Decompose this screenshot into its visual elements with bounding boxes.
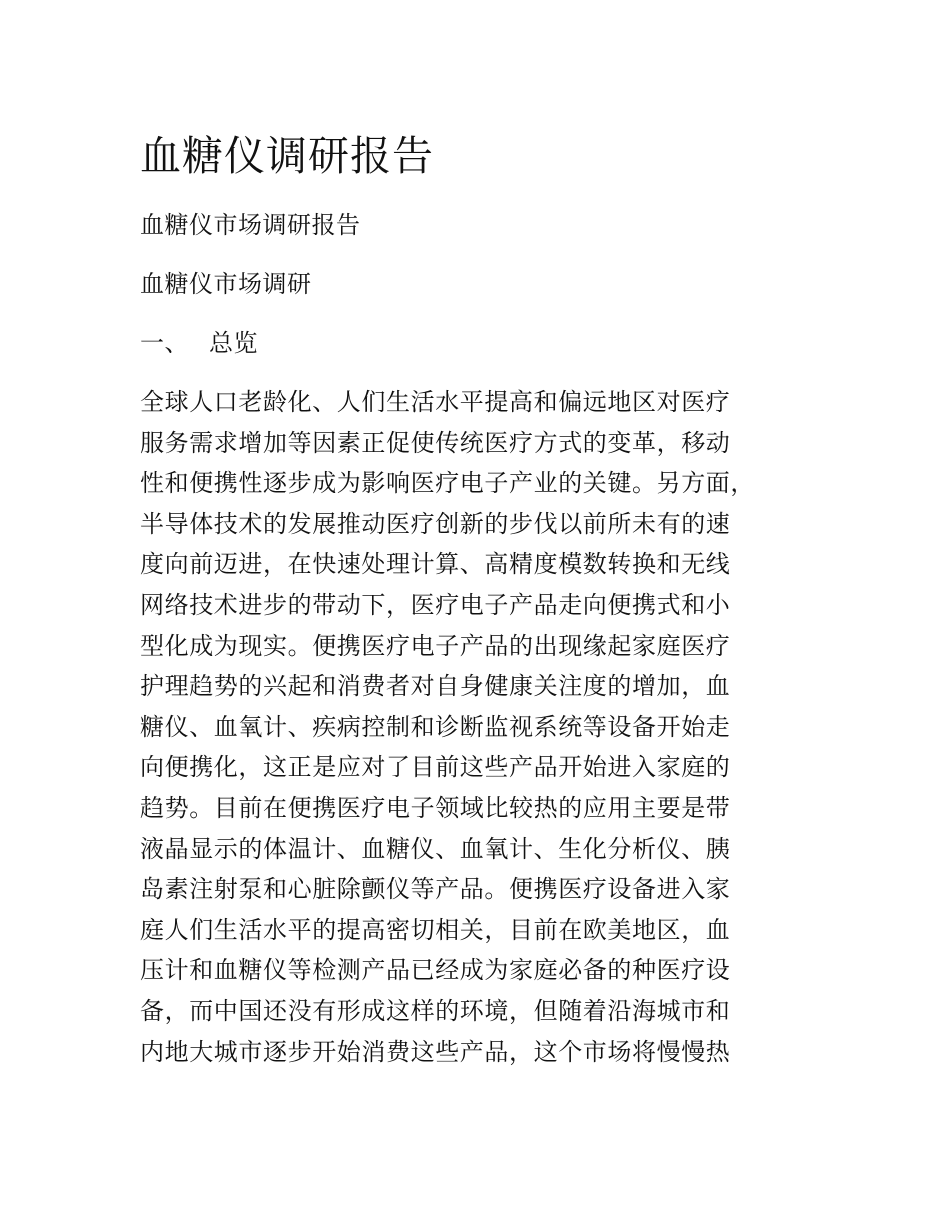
body-line: 网络技术进步的带动下，医疗电子产品走向便携式和小	[140, 590, 731, 619]
body-line: 液晶显示的体温计、血糖仪、血氧计、生化分析仪、胰	[140, 834, 731, 863]
body-line: 庭人们生活水平的提高密切相关，目前在欧美地区，血	[140, 915, 731, 944]
body-line: 全球人口老龄化、人们生活水平提高和偏远地区对医疗	[140, 388, 731, 416]
body-line: 性和便携性逐步成为影响医疗电子产业的关键。另方面，	[140, 469, 755, 498]
document-title: 血糖仪调研报告	[140, 132, 434, 180]
body-line: 型化成为现实。便携医疗电子产品的出现缘起家庭医疗	[140, 631, 731, 660]
body-line: 压计和血糖仪等检测产品已经成为家庭必备的种医疗设	[140, 956, 731, 985]
body-line: 备，而中国还没有形成这样的环境，但随着沿海城市和	[140, 996, 731, 1025]
section-number: 一、	[140, 329, 189, 357]
body-line: 服务需求增加等因素正促使传统医疗方式的变革，移动	[140, 428, 731, 457]
body-line: 岛素注射泵和心脏除颤仪等产品。便携医疗设备进入家	[140, 875, 731, 904]
document-subtitle: 血糖仪市场调研报告	[140, 211, 361, 239]
body-line: 趋势。目前在便携医疗电子领域比较热的应用主要是带	[140, 793, 731, 822]
body-line: 糖仪、血氧计、疾病控制和诊断监视系统等设备开始走	[140, 712, 731, 741]
section-label: 总览	[209, 329, 258, 357]
body-line: 半导体技术的发展推动医疗创新的步伐以前所未有的速	[140, 509, 731, 538]
section-heading	[140, 323, 258, 363]
document-subheading: 血糖仪市场调研	[140, 270, 312, 298]
body-line: 内地大城市逐步开始消费这些产品，这个市场将慢慢热	[140, 1037, 731, 1066]
body-paragraph	[140, 382, 755, 1072]
body-line: 护理趋势的兴起和消费者对自身健康关注度的增加，血	[140, 672, 731, 701]
body-line: 度向前迈进，在快速处理计算、高精度模数转换和无线	[140, 550, 731, 579]
body-line: 向便携化，这正是应对了目前这些产品开始进入家庭的	[140, 753, 731, 782]
